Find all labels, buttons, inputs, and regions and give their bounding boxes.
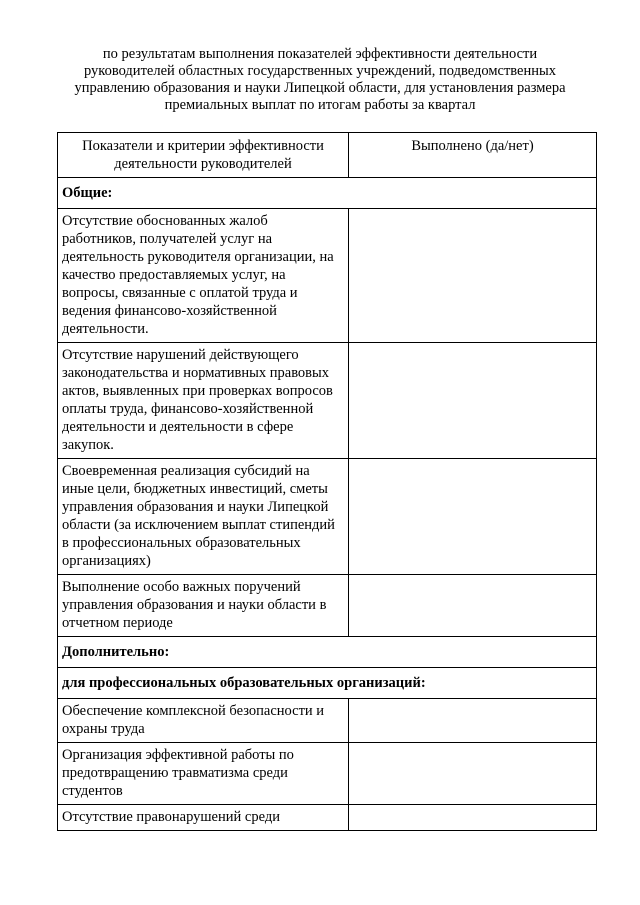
table-row bbox=[58, 343, 597, 459]
done-cell[interactable] bbox=[349, 209, 597, 343]
subsection-row-professional bbox=[58, 668, 597, 699]
heading-line: руководителей областных государственных учреждений, подведомственных bbox=[83, 63, 557, 79]
table-row bbox=[58, 209, 597, 343]
heading-line: управлению образования и науки Липецкой области, для установления размера bbox=[74, 80, 566, 96]
criterion-cell: Выполнение особо важных поручений управления образования и науки области в отчетном периоде bbox=[58, 575, 349, 637]
done-cell[interactable] bbox=[349, 699, 597, 743]
section-title: Общие: bbox=[58, 178, 597, 209]
table-row bbox=[58, 459, 597, 575]
subsection-title: для профессиональных образовательных организаций: bbox=[58, 668, 597, 699]
column-header-criteria: Показатели и критерии эффективности деятельности руководителей bbox=[58, 133, 349, 178]
section-title: Дополнительно: bbox=[58, 637, 597, 668]
document-heading bbox=[70, 46, 570, 114]
table-header-row bbox=[58, 133, 597, 178]
done-cell[interactable] bbox=[349, 343, 597, 459]
criteria-table bbox=[57, 132, 597, 831]
heading-line: по результатам выполнения показателей эффективности деятельности bbox=[102, 46, 538, 62]
criterion-cell: Обеспечение комплексной безопасности и охраны труда bbox=[58, 699, 349, 743]
criterion-cell: Отсутствие обоснованных жалоб работников, получателей услуг на деятельность руководителя организации, на качество предоставляемых услуг, на вопросы, связанные с оплатой труда и ведения финансово-хозяйственной деятельности. bbox=[58, 209, 349, 343]
done-cell[interactable] bbox=[349, 805, 597, 831]
done-cell[interactable] bbox=[349, 575, 597, 637]
criterion-cell: Своевременная реализация субсидий на иные цели, бюджетных инвестиций, сметы управления образования и науки Липецкой области (за исключением выплат стипендий в профессиональных образовательных организациях) bbox=[58, 459, 349, 575]
table-row bbox=[58, 699, 597, 743]
done-cell[interactable] bbox=[349, 459, 597, 575]
table-row bbox=[58, 805, 597, 831]
criterion-cell: Организация эффективной работы по предотвращению травматизма среди студентов bbox=[58, 743, 349, 805]
column-header-done: Выполнено (да/нет) bbox=[349, 133, 597, 178]
criterion-cell: Отсутствие нарушений действующего законодательства и нормативных правовых актов, выявленных при проверках вопросов оплаты труда, финансово-хозяйственной деятельности и деятельности в сфере закупок. bbox=[58, 343, 349, 459]
section-row-additional bbox=[58, 637, 597, 668]
criterion-cell: Отсутствие правонарушений среди bbox=[58, 805, 349, 831]
section-row-general bbox=[58, 178, 597, 209]
done-cell[interactable] bbox=[349, 743, 597, 805]
table-row bbox=[58, 743, 597, 805]
table-row bbox=[58, 575, 597, 637]
heading-line: премиальных выплат по итогам работы за квартал bbox=[164, 97, 476, 113]
